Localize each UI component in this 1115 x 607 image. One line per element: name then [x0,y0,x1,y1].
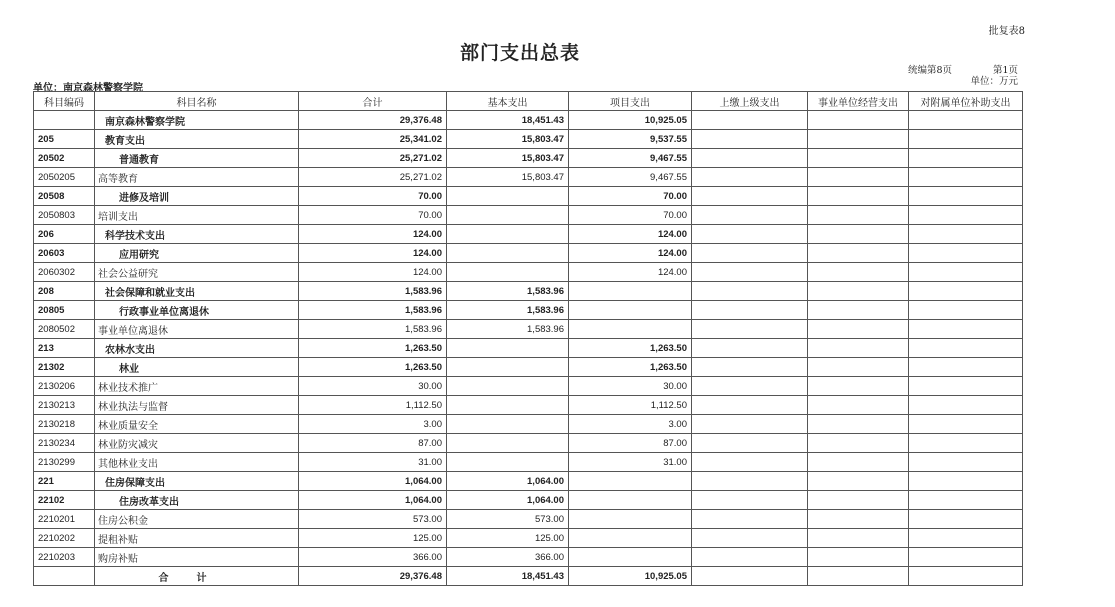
basic-cell: 1,583.96 [447,301,569,320]
upper-level-cell [692,187,808,206]
project-cell: 31.00 [569,453,692,472]
upper-level-cell [692,453,808,472]
name-cell: 科学技术支出 [95,225,299,244]
total-cell: 30.00 [299,377,447,396]
name-cell: 社会保障和就业支出 [95,282,299,301]
code-cell: 21302 [34,358,95,377]
project-cell [569,529,692,548]
upper-level-cell [692,130,808,149]
name-cell: 林业 [95,358,299,377]
header-total: 合计 [299,92,447,111]
upper-level-cell [692,244,808,263]
business-cell [808,244,909,263]
code-cell: 213 [34,339,95,358]
name-cell: 购房补贴 [95,548,299,567]
table-row [34,377,1023,396]
total-cell: 124.00 [299,244,447,263]
subsidiary-cell [909,187,1023,206]
basic-cell [447,244,569,263]
basic-cell [447,187,569,206]
business-cell [808,510,909,529]
project-cell: 9,467.55 [569,149,692,168]
project-cell [569,548,692,567]
total-cell: 70.00 [299,206,447,225]
name-cell: 事业单位离退休 [95,320,299,339]
subsidiary-cell [909,548,1023,567]
total-cell: 29,376.48 [299,111,447,130]
code-cell: 20508 [34,187,95,206]
total-cell: 70.00 [299,187,447,206]
table-row [34,111,1023,130]
basic-cell [447,225,569,244]
table-row [34,396,1023,415]
project-cell [569,472,692,491]
total-cell: 87.00 [299,434,447,453]
total-project: 10,925.05 [569,567,692,586]
table-row [34,548,1023,567]
total-sum: 29,376.48 [299,567,447,586]
table-row [34,339,1023,358]
project-cell: 124.00 [569,263,692,282]
code-cell: 2130213 [34,396,95,415]
subsidiary-cell [909,244,1023,263]
subsidiary-cell [909,225,1023,244]
basic-cell: 573.00 [447,510,569,529]
name-cell: 社会公益研究 [95,263,299,282]
total-cell: 1,263.50 [299,358,447,377]
upper-level-cell [692,111,808,130]
total-business [808,567,909,586]
business-cell [808,168,909,187]
code-cell: 2060302 [34,263,95,282]
name-cell: 培训支出 [95,206,299,225]
expenditure-table [33,91,1023,586]
upper-level-cell [692,225,808,244]
total-cell: 1,263.50 [299,339,447,358]
code-cell: 2050803 [34,206,95,225]
subsidiary-cell [909,434,1023,453]
upper-level-cell [692,358,808,377]
total-cell: 25,271.02 [299,168,447,187]
business-cell [808,206,909,225]
total-cell: 124.00 [299,225,447,244]
table-row [34,453,1023,472]
basic-cell: 1,064.00 [447,491,569,510]
business-cell [808,453,909,472]
table-row [34,510,1023,529]
business-cell [808,491,909,510]
code-cell: 2210203 [34,548,95,567]
total-upper-level [692,567,808,586]
name-cell: 进修及培训 [95,187,299,206]
page-number: 第1页 [992,65,1018,76]
header-upper-level: 上缴上级支出 [692,92,808,111]
project-cell: 1,263.50 [569,339,692,358]
name-cell: 农林水支出 [95,339,299,358]
upper-level-cell [692,529,808,548]
project-cell: 70.00 [569,206,692,225]
table-row [34,206,1023,225]
total-label: 合计 [95,567,299,586]
subsidiary-cell [909,149,1023,168]
business-cell [808,434,909,453]
code-cell: 206 [34,225,95,244]
code-cell: 2130218 [34,415,95,434]
table-row [34,225,1023,244]
total-cell: 1,064.00 [299,491,447,510]
subsidiary-cell [909,453,1023,472]
business-cell [808,339,909,358]
subsidiary-cell [909,472,1023,491]
reporting-unit: 单位：南京森林警察学院 [33,83,143,94]
business-cell [808,358,909,377]
name-cell: 住房改革支出 [95,491,299,510]
subsidiary-cell [909,510,1023,529]
table-row [34,149,1023,168]
table-row [34,491,1023,510]
code-cell: 205 [34,130,95,149]
total-cell: 3.00 [299,415,447,434]
table-row [34,358,1023,377]
basic-cell [447,396,569,415]
subsidiary-cell [909,263,1023,282]
form-number: 批复表8 [988,26,1025,37]
project-cell: 1,112.50 [569,396,692,415]
page-title: 部门支出总表 [459,42,580,64]
business-cell [808,396,909,415]
basic-cell [447,263,569,282]
upper-level-cell [692,206,808,225]
project-cell [569,320,692,339]
basic-cell: 15,803.47 [447,168,569,187]
table-row [34,529,1023,548]
name-cell: 林业质量安全 [95,415,299,434]
header-business: 事业单位经营支出 [808,92,909,111]
total-cell: 25,271.02 [299,149,447,168]
upper-level-cell [692,339,808,358]
upper-level-cell [692,263,808,282]
subsidiary-cell [909,301,1023,320]
total-cell: 573.00 [299,510,447,529]
table-row [34,130,1023,149]
business-cell [808,301,909,320]
business-cell [808,187,909,206]
upper-level-cell [692,472,808,491]
table-row [34,282,1023,301]
table-row [34,320,1023,339]
table-row [34,263,1023,282]
serial-number: 统编第8页 [908,65,953,76]
code-cell: 2130234 [34,434,95,453]
basic-cell: 125.00 [447,529,569,548]
header-subsidiary: 对附属单位补助支出 [909,92,1023,111]
basic-cell [447,377,569,396]
table-body [34,111,1023,567]
table-row [34,187,1023,206]
name-cell: 教育支出 [95,130,299,149]
business-cell [808,529,909,548]
currency-unit: 单位：万元 [970,76,1018,87]
total-cell: 1,583.96 [299,320,447,339]
project-cell: 10,925.05 [569,111,692,130]
code-cell: 20805 [34,301,95,320]
name-cell: 普通教育 [95,149,299,168]
basic-cell [447,339,569,358]
basic-cell [447,358,569,377]
subsidiary-cell [909,339,1023,358]
basic-cell [447,434,569,453]
project-cell: 30.00 [569,377,692,396]
upper-level-cell [692,149,808,168]
name-cell: 其他林业支出 [95,453,299,472]
basic-cell [447,415,569,434]
subsidiary-cell [909,111,1023,130]
code-cell [34,111,95,130]
code-cell: 208 [34,282,95,301]
subsidiary-cell [909,320,1023,339]
name-cell: 林业技术推广 [95,377,299,396]
header-code: 科目编码 [34,92,95,111]
business-cell [808,320,909,339]
total-cell: 1,112.50 [299,396,447,415]
total-cell: 1,583.96 [299,301,447,320]
basic-cell: 366.00 [447,548,569,567]
code-cell: 2130206 [34,377,95,396]
code-cell: 20502 [34,149,95,168]
business-cell [808,225,909,244]
business-cell [808,263,909,282]
total-row [34,567,1023,586]
total-cell: 125.00 [299,529,447,548]
basic-cell [447,453,569,472]
business-cell [808,111,909,130]
upper-level-cell [692,434,808,453]
name-cell: 应用研究 [95,244,299,263]
name-cell: 林业执法与监督 [95,396,299,415]
subsidiary-cell [909,206,1023,225]
subsidiary-cell [909,396,1023,415]
code-cell: 2210202 [34,529,95,548]
total-basic: 18,451.43 [447,567,569,586]
project-cell: 87.00 [569,434,692,453]
basic-cell: 15,803.47 [447,130,569,149]
subsidiary-cell [909,130,1023,149]
upper-level-cell [692,301,808,320]
basic-cell: 18,451.43 [447,111,569,130]
total-cell: 1,583.96 [299,282,447,301]
upper-level-cell [692,510,808,529]
project-cell [569,510,692,529]
business-cell [808,282,909,301]
code-cell: 221 [34,472,95,491]
project-cell: 70.00 [569,187,692,206]
basic-cell: 1,583.96 [447,320,569,339]
upper-level-cell [692,548,808,567]
project-cell: 124.00 [569,225,692,244]
table-row [34,244,1023,263]
name-cell: 行政事业单位离退休 [95,301,299,320]
code-cell: 2130299 [34,453,95,472]
subsidiary-cell [909,529,1023,548]
project-cell: 1,263.50 [569,358,692,377]
name-cell: 南京森林警察学院 [95,111,299,130]
upper-level-cell [692,282,808,301]
total-cell: 366.00 [299,548,447,567]
business-cell [808,377,909,396]
basic-cell: 1,064.00 [447,472,569,491]
subsidiary-cell [909,168,1023,187]
basic-cell: 15,803.47 [447,149,569,168]
project-cell: 9,537.55 [569,130,692,149]
basic-cell: 1,583.96 [447,282,569,301]
header-basic: 基本支出 [447,92,569,111]
subsidiary-cell [909,491,1023,510]
upper-level-cell [692,168,808,187]
subsidiary-cell [909,415,1023,434]
name-cell: 住房保障支出 [95,472,299,491]
name-cell: 林业防灾减灾 [95,434,299,453]
total-cell: 124.00 [299,263,447,282]
table-header-row [34,92,1023,111]
basic-cell [447,206,569,225]
subsidiary-cell [909,358,1023,377]
name-cell: 提租补贴 [95,529,299,548]
code-cell: 2080502 [34,320,95,339]
name-cell: 住房公积金 [95,510,299,529]
upper-level-cell [692,396,808,415]
header-name: 科目名称 [95,92,299,111]
business-cell [808,472,909,491]
business-cell [808,149,909,168]
subsidiary-cell [909,282,1023,301]
business-cell [808,548,909,567]
code-cell: 20603 [34,244,95,263]
total-cell: 25,341.02 [299,130,447,149]
code-cell: 2210201 [34,510,95,529]
upper-level-cell [692,415,808,434]
upper-level-cell [692,377,808,396]
code-cell: 2050205 [34,168,95,187]
table-row [34,472,1023,491]
code-cell: 22102 [34,491,95,510]
project-cell [569,301,692,320]
subsidiary-cell [909,377,1023,396]
business-cell [808,130,909,149]
project-cell: 3.00 [569,415,692,434]
table-row [34,168,1023,187]
table-row [34,415,1023,434]
upper-level-cell [692,491,808,510]
name-cell: 高等教育 [95,168,299,187]
project-cell [569,282,692,301]
total-cell: 1,064.00 [299,472,447,491]
project-cell: 124.00 [569,244,692,263]
table-row [34,434,1023,453]
table-row [34,301,1023,320]
project-cell [569,491,692,510]
total-subsidiary [909,567,1023,586]
total-code-cell [34,567,95,586]
upper-level-cell [692,320,808,339]
project-cell: 9,467.55 [569,168,692,187]
business-cell [808,415,909,434]
header-project: 项目支出 [569,92,692,111]
total-cell: 31.00 [299,453,447,472]
